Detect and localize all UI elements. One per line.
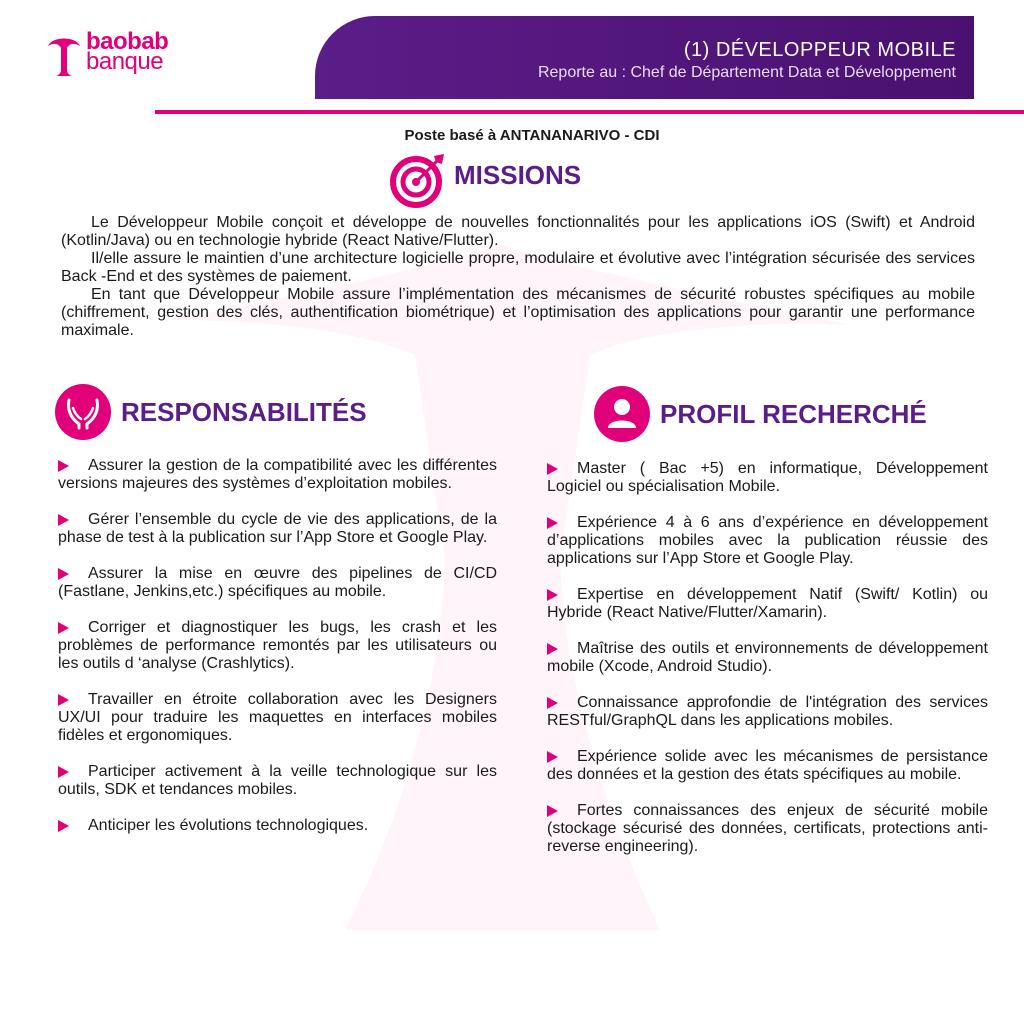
list-item: Connaissance approfondie de l'intégration des services RESTful/GraphQL dans les applications mobiles. <box>547 694 988 729</box>
bullet-arrow-icon <box>547 517 558 529</box>
bullet-arrow-icon <box>547 751 558 763</box>
hands-icon <box>55 384 111 440</box>
bullet-arrow-icon <box>58 622 69 634</box>
list-item: Anticiper les évolutions technologiques. <box>58 817 497 835</box>
bullet-arrow-icon <box>547 589 558 601</box>
list-item: Assurer la mise en œuvre des pipelines de CI/CD (Fastlane, Jenkins,etc.) spécifiques au mobile. <box>58 565 497 600</box>
missions-paragraph: Il/elle assure le maintien d’une architecture logicielle propre, modulaire et évolutive avec l’intégration sécurisée des services Back -End et des systèmes de paiement. <box>61 250 975 285</box>
responsabilites-title: RESPONSABILITÉS <box>121 396 367 427</box>
bullet-arrow-icon <box>58 694 69 706</box>
list-item: Maîtrise des outils et environnements de développement mobile (Xcode, Android Studio). <box>547 640 988 675</box>
responsabilites-heading <box>55 384 367 440</box>
job-title: (1) DÉVELOPPEUR MOBILE <box>683 39 956 61</box>
bullet-arrow-icon <box>58 820 69 832</box>
bullet-arrow-icon <box>58 460 69 472</box>
missions-paragraph: En tant que Développeur Mobile assure l’implémentation des mécanismes de sécurité robustes spécifiques au mobile (chiffrement, gestion des clés, authentification biométrique) et l’optimisation des applications pour garantir une performance maximale. <box>61 286 975 339</box>
brand-logo <box>46 28 169 76</box>
user-icon <box>594 386 650 442</box>
missions-text <box>61 214 975 340</box>
profil-title: PROFIL RECHERCHÉ <box>660 398 927 429</box>
list-item: Expérience solide avec les mécanismes de persistance des données et la gestion des états spécifiques au mobile. <box>547 748 988 783</box>
bullet-arrow-icon <box>547 463 558 475</box>
bullet-arrow-icon <box>58 766 69 778</box>
profil-heading <box>594 386 927 442</box>
missions-title: MISSIONS <box>454 159 582 190</box>
job-location: Poste basé à ANTANANARIVO - CDI <box>404 127 660 144</box>
bullet-arrow-icon <box>547 805 558 817</box>
list-item: Expertise en développement Natif (Swift/ Kotlin) ou Hybride (React Native/Flutter/Xamarin). <box>547 586 988 621</box>
bullet-arrow-icon <box>58 568 69 580</box>
target-icon <box>390 150 448 208</box>
list-item: Gérer l’ensemble du cycle de vie des applications, de la phase de test à la publication sur l’App Store et Google Play. <box>58 511 497 546</box>
reports-to: Reporte au : Chef de Département Data et Développement <box>537 64 956 81</box>
missions-paragraph: Le Développeur Mobile conçoit et développe de nouvelles fonctionnalités pour les applications iOS (Swift) et Android (Kotlin/Java) ou en technologie hybride (React Native/Flutter). <box>61 214 975 249</box>
brand-name: baobab <box>86 28 169 55</box>
list-item: Travailler en étroite collaboration avec les Designers UX/UI pour traduire les maquettes en interfaces mobiles fidèles et ergonomiques. <box>58 691 497 744</box>
missions-heading <box>390 150 581 208</box>
list-item: Corriger et diagnostiquer les bugs, les crash et les problèmes de performance remontés par les utilisateurs ou les outils d ‘analyse (Crashlytics). <box>58 619 497 672</box>
baobab-tree-icon <box>46 32 82 76</box>
list-item: Fortes connaissances des enjeux de sécurité mobile (stockage sécurisé des données, certificats, protections anti-reverse engineering). <box>547 802 988 855</box>
list-item: Participer activement à la veille technologique sur les outils, SDK et tendances mobiles. <box>58 763 497 798</box>
bullet-arrow-icon <box>58 514 69 526</box>
list-item: Master ( Bac +5) en informatique, Développement Logiciel ou spécialisation Mobile. <box>547 460 988 495</box>
list-item: Assurer la gestion de la compatibilité avec les différentes versions majeures des systèmes d’exploitation mobiles. <box>58 457 497 492</box>
bullet-arrow-icon <box>547 643 558 655</box>
brand-subname: banque <box>86 48 164 75</box>
profil-list <box>547 460 988 856</box>
responsabilites-list <box>58 457 497 835</box>
bullet-arrow-icon <box>547 697 558 709</box>
header-divider <box>155 110 1024 114</box>
list-item: Expérience 4 à 6 ans d’expérience en développement d’applications mobiles avec la publication réussie des applications sur l’App Store et Google Play. <box>547 514 988 567</box>
header-banner <box>315 16 974 99</box>
